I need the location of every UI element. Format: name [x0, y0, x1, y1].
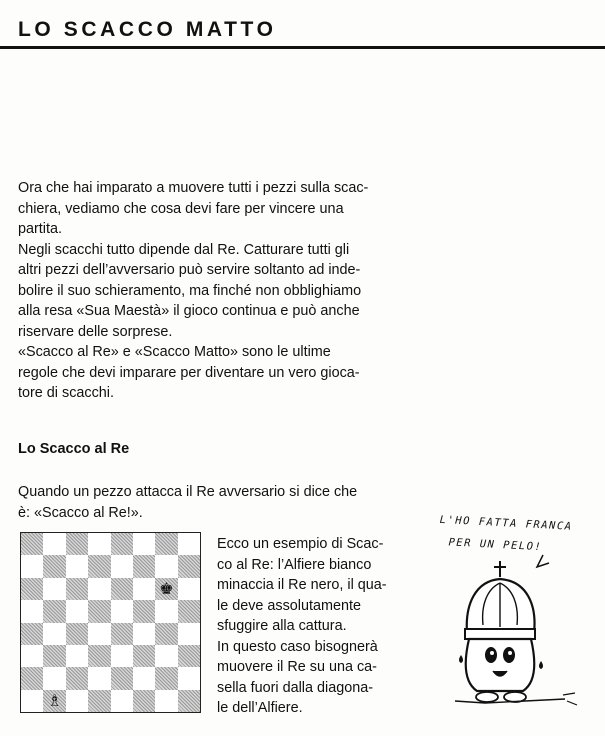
board-square-c7 [66, 555, 88, 577]
board-square-c1 [66, 690, 88, 712]
speech-line: L'HO FATTA FRANCA [439, 513, 573, 533]
board-square-d1 [88, 690, 110, 712]
board-square-f1 [133, 690, 155, 712]
intro-line: «Scacco al Re» e «Scacco Matto» sono le ultime [18, 344, 331, 360]
board-square-h6 [178, 578, 200, 600]
example-line: In questo caso bisognerà [217, 638, 378, 655]
section-heading: Lo Scacco al Re [18, 441, 130, 457]
section-text-line: Quando un pezzo attacca il Re avversario si dice che [18, 484, 358, 500]
board-square-e8 [111, 533, 133, 555]
board-square-h4 [178, 623, 200, 645]
intro-line: tore di scacchi. [18, 385, 114, 401]
board-square-a2 [21, 667, 43, 689]
board-square-a7 [21, 555, 43, 577]
cartoon-king-illustration [425, 505, 603, 720]
board-square-d3 [88, 645, 110, 667]
board-square-d7 [88, 555, 110, 577]
board-square-g8 [155, 533, 177, 555]
board-square-b2 [43, 667, 65, 689]
board-square-e2 [111, 667, 133, 689]
board-square-g3 [155, 645, 177, 667]
board-square-h7 [178, 555, 200, 577]
board-square-g5 [155, 600, 177, 622]
board-square-d2 [88, 667, 110, 689]
example-text [217, 534, 407, 719]
board-square-f8 [133, 533, 155, 555]
board-square-b5 [43, 600, 65, 622]
board-square-b4 [43, 623, 65, 645]
board-square-d8 [88, 533, 110, 555]
board-square-a1 [21, 690, 43, 712]
board-square-a5 [21, 600, 43, 622]
example-line: minaccia il Re nero, il qua- [217, 577, 387, 593]
board-square-e5 [111, 600, 133, 622]
board-square-b7 [43, 555, 65, 577]
speech-text [438, 509, 600, 561]
example-line: muovere il Re su una ca- [217, 659, 377, 675]
board-square-h8 [178, 533, 200, 555]
board-square-e6 [111, 578, 133, 600]
board-square-a8 [21, 533, 43, 555]
board-square-g1 [155, 690, 177, 712]
intro-line: partita. [18, 221, 62, 237]
example-line: co al Re: l’Alfiere bianco [217, 556, 372, 573]
board-square-c8 [66, 533, 88, 555]
board-square-h1 [178, 690, 200, 712]
board-square-a4 [21, 623, 43, 645]
board-square-f6 [133, 578, 155, 600]
board-square-g2 [155, 667, 177, 689]
board-square-d5 [88, 600, 110, 622]
intro-line: Ora che hai imparato a muovere tutti i pezzi sulla scac- [18, 180, 369, 196]
board-square-f7 [133, 555, 155, 577]
black-king-icon: ♚ [159, 578, 174, 598]
board-square-c2 [66, 667, 88, 689]
intro-line: chiera, vediamo che cosa devi fare per vincere una [18, 200, 344, 217]
board-square-h3 [178, 645, 200, 667]
board-square-d4 [88, 623, 110, 645]
intro-line: Negli scacchi tutto dipende dal Re. Catturare tutti gli [18, 241, 350, 258]
board-square-c3 [66, 645, 88, 667]
example-line: le deve assolutamente [217, 597, 361, 614]
board-square-f2 [133, 667, 155, 689]
king-body-icon [466, 639, 535, 691]
page-title: LO SCACCO MATTO [18, 18, 277, 41]
board-square-e3 [111, 645, 133, 667]
board-square-e7 [111, 555, 133, 577]
board-square-b8 [43, 533, 65, 555]
board-square-a6 [21, 578, 43, 600]
intro-line: alla resa «Sua Maestà» il gioco continua e può anche [18, 303, 360, 319]
speech-line: PER UN PELO! [448, 536, 543, 554]
board-square-d6 [88, 578, 110, 600]
board-square-g6 [155, 578, 177, 600]
board-square-a3 [21, 645, 43, 667]
white-bishop-icon: ♗ [47, 690, 62, 710]
example-line: le dell’Alfiere. [217, 700, 303, 716]
intro-line: altri pezzi dell’avversario può servire soltanto ad inde- [18, 262, 361, 278]
section-text [18, 482, 410, 523]
intro-text [18, 178, 406, 404]
section-text-line: è: «Scacco al Re!». [18, 504, 143, 521]
intro-line: regole che devi imparare per diventare un vero gioca- [18, 364, 360, 381]
intro-line: riservare delle sorprese. [18, 323, 173, 340]
intro-line: bolire il suo schieramento, ma finché non obblighiamo [18, 282, 362, 299]
board-square-f5 [133, 600, 155, 622]
example-line: sella fuori dalla diagona- [217, 679, 373, 696]
board-square-h5 [178, 600, 200, 622]
board-square-g4 [155, 623, 177, 645]
board-square-f4 [133, 623, 155, 645]
board-square-c6 [66, 578, 88, 600]
board-square-g7 [155, 555, 177, 577]
example-line: sfuggire alla cattura. [217, 618, 347, 634]
board-square-b3 [43, 645, 65, 667]
board-square-b1 [43, 690, 65, 712]
board-square-e1 [111, 690, 133, 712]
example-line: Ecco un esempio di Scac- [217, 536, 384, 552]
board-square-h2 [178, 667, 200, 689]
chess-board-diagram [20, 532, 201, 713]
board-square-f3 [133, 645, 155, 667]
header-rule [0, 46, 605, 49]
board-square-b6 [43, 578, 65, 600]
board-square-c4 [66, 623, 88, 645]
board-square-e4 [111, 623, 133, 645]
board-square-c5 [66, 600, 88, 622]
